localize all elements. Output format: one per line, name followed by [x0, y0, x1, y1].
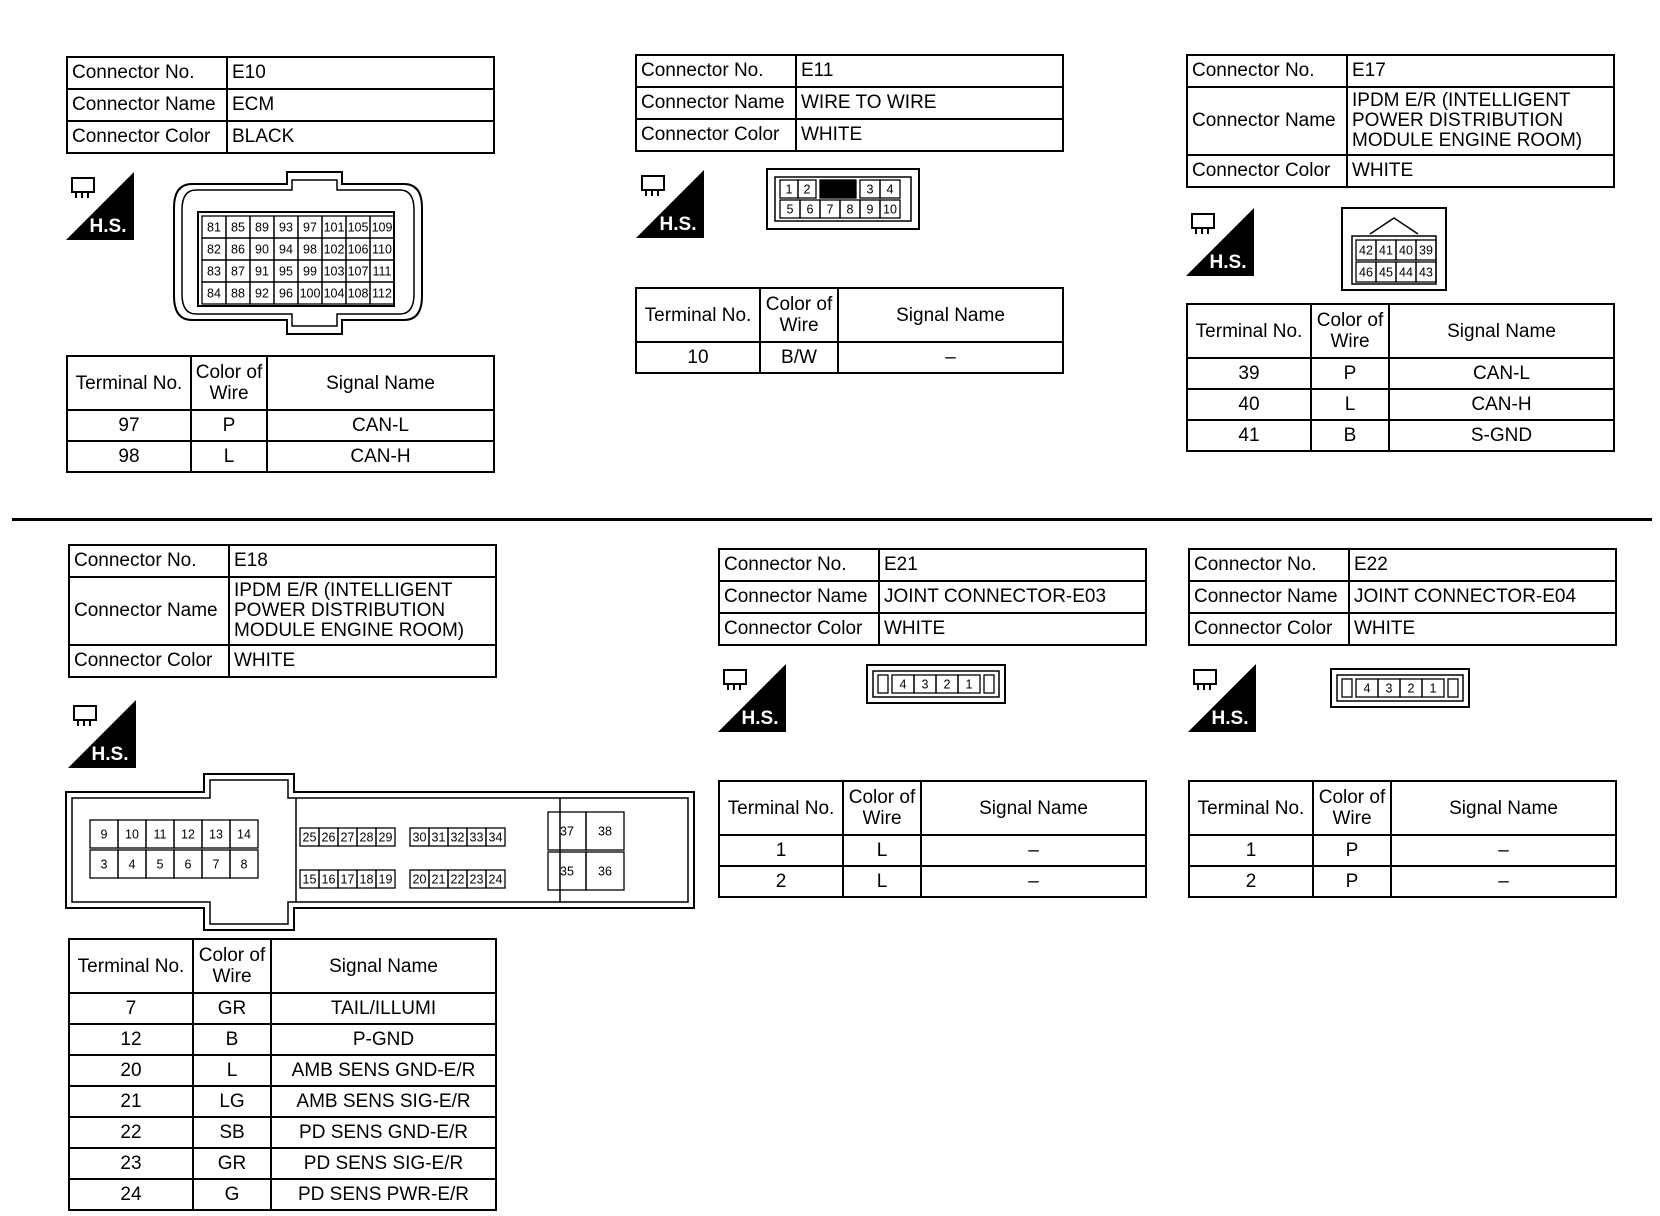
- pin-number: 95: [279, 264, 293, 279]
- pin-number: 33: [469, 830, 484, 845]
- pin-number: 24: [488, 872, 503, 887]
- table-row: 12 B P-GND: [69, 1024, 496, 1055]
- pin-number: 82: [207, 242, 221, 257]
- pin-number: 102: [323, 242, 345, 257]
- pin-number: 107: [347, 264, 369, 279]
- connector-no-label: Connector No.: [67, 57, 227, 89]
- pin-number: 93: [279, 220, 293, 235]
- pin-number: 84: [207, 286, 221, 301]
- pin-number: 11: [153, 827, 167, 842]
- pin-number: 26: [321, 830, 336, 845]
- pin-number: 30: [412, 830, 427, 845]
- e10-connector-face: [172, 170, 424, 336]
- connector-name-value: ECM: [227, 89, 494, 121]
- harness-side-icon: [66, 172, 134, 240]
- section-divider: [12, 518, 1652, 521]
- connector-name-label: Connector Name: [67, 89, 227, 121]
- pin-number: 4: [899, 677, 907, 692]
- pin-number: 5: [786, 202, 794, 217]
- pin-number: 19: [378, 872, 393, 887]
- pin-number: 104: [323, 286, 345, 301]
- pin-number: 89: [255, 220, 269, 235]
- pin-number: 8: [846, 202, 854, 217]
- pin-cell: [984, 675, 994, 693]
- pin-number: 8: [240, 857, 248, 872]
- pin-number: 98: [303, 242, 317, 257]
- pin-number: 100: [299, 286, 321, 301]
- pin-number: 97: [303, 220, 317, 235]
- pin-number: 12: [181, 827, 195, 842]
- pin-number: 4: [128, 857, 136, 872]
- pin-number: 4: [1363, 681, 1371, 696]
- pin-number: 44: [1399, 265, 1413, 280]
- pin-number: 45: [1379, 265, 1393, 280]
- pin-number: 91: [255, 264, 269, 279]
- pin-number: 14: [237, 827, 251, 842]
- pin-number: 96: [279, 286, 293, 301]
- pin-number: 9: [100, 827, 108, 842]
- pin-number: 108: [347, 286, 369, 301]
- table-row: 1 L –: [719, 835, 1146, 866]
- pin-number: 13: [209, 827, 223, 842]
- pin-number: 81: [207, 220, 221, 235]
- pin-number: 23: [469, 872, 484, 887]
- pin-number: 83: [207, 264, 221, 279]
- pin-number: 27: [340, 830, 355, 845]
- pin-number: 39: [1419, 243, 1433, 258]
- connector-info-table: Connector No. E21 Connector Name JOINT CONNECTOR-E03 Connector Color WHITE: [718, 548, 1147, 646]
- table-row: 41 B S-GND: [1187, 420, 1614, 451]
- pin-number: 1: [1429, 681, 1437, 696]
- e11-terminal-table: Terminal No. Color of Wire Signal Name 10 B/W –: [635, 287, 1064, 374]
- connector-color-value: BLACK: [227, 121, 494, 153]
- table-row: 10 B/W –: [636, 342, 1063, 373]
- pin-number: 20: [412, 872, 427, 887]
- pin-cell: [878, 675, 888, 693]
- pin-number: 87: [231, 264, 245, 279]
- pin-number: 3: [1385, 681, 1393, 696]
- pin-number: 21: [431, 872, 446, 887]
- pin-number: 111: [372, 264, 392, 279]
- pin-number: 36: [598, 864, 612, 879]
- pin-number: 2: [803, 182, 811, 197]
- table-row: 39 P CAN-L: [1187, 358, 1614, 389]
- connector-e17: [1186, 54, 1615, 188]
- connector-info-table: Connector No. E17 Connector Name IPDM E/R (INTELLIGENT POWER DISTRIBUTION MODULE ENGINE ROOM) Connector Color WHITE: [1186, 54, 1615, 188]
- table-row: 97 P CAN-L: [67, 410, 494, 441]
- e18-connector-face: [64, 772, 696, 932]
- pin-cell: [1342, 679, 1352, 697]
- pin-number: 42: [1359, 243, 1373, 258]
- pin-number: 18: [359, 872, 374, 887]
- pin-number: 29: [378, 830, 393, 845]
- table-row: 1 P –: [1189, 835, 1616, 866]
- e11-connector-face: [766, 168, 920, 230]
- pin-number: 28: [359, 830, 374, 845]
- pin-number: 22: [450, 872, 465, 887]
- pin-number: 88: [231, 286, 245, 301]
- connector-info-table: Connector No. E11 Connector Name WIRE TO WIRE Connector Color WHITE: [635, 54, 1064, 152]
- pin-number: 25: [302, 830, 317, 845]
- harness-side-icon: [1186, 208, 1254, 276]
- pin-number: 92: [255, 286, 269, 301]
- table-row: 98 L CAN-H: [67, 441, 494, 472]
- pin-number: 2: [1407, 681, 1415, 696]
- pin-number: 31: [431, 830, 446, 845]
- signal-name-header: Signal Name: [267, 356, 494, 410]
- pin-number: 15: [302, 872, 317, 887]
- pin-number: 40: [1399, 243, 1413, 258]
- harness-side-icon: [636, 170, 704, 238]
- pin-number: 109: [371, 220, 393, 235]
- pin-number: 43: [1419, 265, 1433, 280]
- pin-number: 34: [488, 830, 503, 845]
- connector-e11: [635, 54, 1064, 152]
- connector-info-table: Connector No. E22 Connector Name JOINT CONNECTOR-E04 Connector Color WHITE: [1188, 548, 1617, 646]
- pin-number: 3: [866, 182, 874, 197]
- pin-number: 37: [560, 824, 574, 839]
- pin-number: 16: [321, 872, 336, 887]
- pin-number: 38: [598, 824, 612, 839]
- svg-text:H.S.: H.S.: [1209, 252, 1247, 273]
- pin-number: 90: [255, 242, 269, 257]
- pin-number: 1: [965, 677, 973, 692]
- pin-number: 5: [156, 857, 164, 872]
- connector-no-value: E10: [227, 57, 494, 89]
- pin-number: 99: [303, 264, 317, 279]
- harness-side-icon: [1188, 664, 1256, 732]
- harness-side-icon: [718, 664, 786, 732]
- pin-number: 7: [826, 202, 834, 217]
- pin-number: 103: [323, 264, 345, 279]
- pin-number: 6: [184, 857, 192, 872]
- pin-number: 10: [125, 827, 139, 842]
- svg-text:H.S.: H.S.: [741, 708, 779, 729]
- table-row: 7 GR TAIL/ILLUMI: [69, 993, 496, 1024]
- pin-number: 6: [806, 202, 814, 217]
- connector-color-label: Connector Color: [67, 121, 227, 153]
- table-row: 2 L –: [719, 866, 1146, 897]
- pin-cell: [1448, 679, 1458, 697]
- pin-number: 106: [347, 242, 369, 257]
- pin-number: 1: [785, 182, 793, 197]
- e10-terminal-table: [66, 355, 495, 473]
- e18-terminal-table: Terminal No. Color of Wire Signal Name 7 GR TAIL/ILLUMI 12 B P-GND 20 L AMB SENS GND-E/R 21 LG AMB SENS SIG-E/R 22 SB PD SENS GND-E/R 23 GR PD SENS SIG-E/R 24 G PD SENS PWR-E/R: [68, 938, 497, 1211]
- svg-text:H.S.: H.S.: [659, 214, 697, 235]
- connector-e10: [66, 56, 495, 154]
- e22-connector-face: [1330, 668, 1470, 708]
- connector-e22: [1188, 548, 1617, 646]
- pin-number: 35: [560, 864, 574, 879]
- e17-connector-face: [1340, 206, 1448, 292]
- table-row: 2 P –: [1189, 866, 1616, 897]
- pin-number: 85: [231, 220, 245, 235]
- e21-connector-face: [866, 664, 1006, 704]
- pin-number: 4: [886, 182, 894, 197]
- pin-number: 7: [212, 857, 220, 872]
- table-row: 21 LG AMB SENS SIG-E/R: [69, 1086, 496, 1117]
- e17-terminal-table: Terminal No. Color of Wire Signal Name 39 P CAN-L 40 L CAN-H 41 B S-GND: [1186, 303, 1615, 452]
- pin-number: 3: [100, 857, 108, 872]
- table-row: 20 L AMB SENS GND-E/R: [69, 1055, 496, 1086]
- hs-label: H.S.: [89, 216, 127, 237]
- e22-terminal-table: Terminal No. Color of Wire Signal Name 1 P – 2 P –: [1188, 780, 1617, 898]
- pin-number: 94: [279, 242, 293, 257]
- connector-e18: [68, 544, 497, 678]
- connector-e21: [718, 548, 1147, 646]
- table-row: 22 SB PD SENS GND-E/R: [69, 1117, 496, 1148]
- pin-number: 105: [347, 220, 369, 235]
- color-of-wire-header: Color of Wire: [191, 356, 267, 410]
- pin-number: 86: [231, 242, 245, 257]
- connector-info-table: [66, 56, 495, 154]
- pin-number: 46: [1359, 265, 1373, 280]
- pin-number: 101: [323, 220, 345, 235]
- pin-number: 32: [450, 830, 465, 845]
- terminal-no-header: Terminal No.: [67, 356, 191, 410]
- svg-text:H.S.: H.S.: [1211, 708, 1249, 729]
- pin-number: 17: [340, 872, 355, 887]
- table-row: 24 G PD SENS PWR-E/R: [69, 1179, 496, 1210]
- table-row: 40 L CAN-H: [1187, 389, 1614, 420]
- pin-number: 9: [866, 202, 874, 217]
- svg-text:H.S.: H.S.: [91, 744, 129, 765]
- pin-number: 112: [372, 286, 392, 301]
- pin-cell: [820, 180, 856, 198]
- pin-number: 110: [372, 242, 392, 257]
- pin-number: 3: [921, 677, 929, 692]
- e21-terminal-table: Terminal No. Color of Wire Signal Name 1 L – 2 L –: [718, 780, 1147, 898]
- pin-number: 10: [883, 202, 897, 217]
- pin-number: 2: [943, 677, 951, 692]
- pin-number: 41: [1379, 243, 1393, 258]
- table-row: 23 GR PD SENS SIG-E/R: [69, 1148, 496, 1179]
- connector-info-table: Connector No. E18 Connector Name IPDM E/R (INTELLIGENT POWER DISTRIBUTION MODULE ENGINE ROOM) Connector Color WHITE: [68, 544, 497, 678]
- harness-side-icon: [68, 700, 136, 768]
